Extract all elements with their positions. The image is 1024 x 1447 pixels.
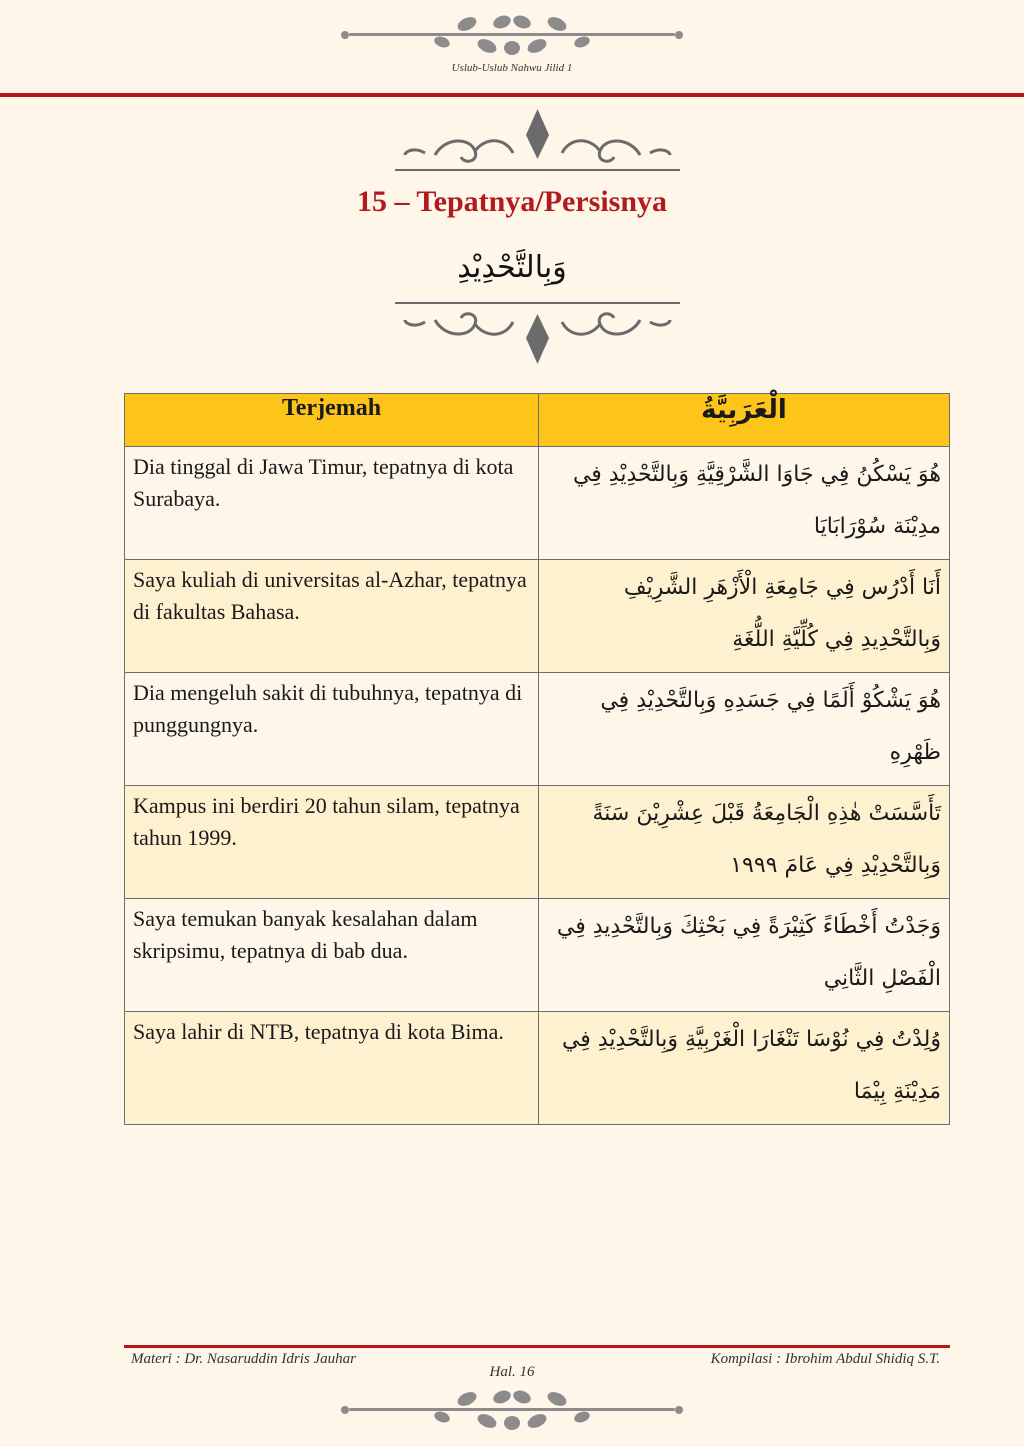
footer-rule: [124, 1345, 950, 1348]
translation-column-header: Terjemah: [125, 394, 539, 447]
arabic-cell: وَجَدْتُ أَخْطَاءً كَثِيْرَةً فِي بَحْثِكَ وَبِالتَّحْدِيدِ فِي الْفَصْلِ الثَّانِي: [539, 899, 950, 1012]
table-row: [125, 1012, 950, 1125]
translation-cell: Saya lahir di NTB, tepatnya di kota Bima.: [125, 1012, 539, 1125]
title-flourish-bottom: [395, 298, 680, 368]
table-row: [125, 673, 950, 786]
translation-table: [124, 393, 950, 1125]
translation-cell: Saya temukan banyak kesalahan dalam skripsimu, tepatnya di bab dua.: [125, 899, 539, 1012]
translation-cell: Kampus ini berdiri 20 tahun silam, tepatnya tahun 1999.: [125, 786, 539, 899]
footer-author: Materi : Dr. Nasaruddin Idris Jauhar: [131, 1351, 357, 1367]
footer-compiler: Kompilasi : Ibrohim Abdul Shidiq S.T.: [710, 1351, 940, 1367]
bottom-vine-ornament: [337, 1385, 687, 1435]
page-number: Hal. 16: [489, 1364, 535, 1380]
table-header-row: [125, 394, 950, 447]
arabic-cell: هُوَ يَشْكُوْ أَلَمًا فِي جَسَدِهِ وَبِالتَّحْدِيْدِ فِي ظَهْرِهِ: [539, 673, 950, 786]
table-row: [125, 447, 950, 560]
arabic-cell: تَأَسَّسَتْ هٰذِهِ الْجَامِعَةُ قَبْلَ عِشْرِيْنَ سَنَةً وَبِالتَّحْدِيْدِ فِي عَامَ ١٩٩٩: [539, 786, 950, 899]
arabic-cell: وُلِدْتُ فِي نُوْسَا تَنْغَارَا الْغَرْبِيَّةِ وَبِالتَّحْدِيْدِ فِي مَدِيْنَةِ بِيْمَا: [539, 1012, 950, 1125]
arabic-column-header: الْعَرَبِيَّةُ: [539, 394, 950, 447]
table-row: [125, 560, 950, 673]
translation-cell: Dia tinggal di Jawa Timur, tepatnya di kota Surabaya.: [125, 447, 539, 560]
translation-cell: Dia mengeluh sakit di tubuhnya, tepatnya di punggungnya.: [125, 673, 539, 786]
lesson-title: 15 – Tepatnya/Persisnya: [356, 185, 668, 218]
header-rule: [0, 93, 1024, 97]
table-row: [125, 899, 950, 1012]
arabic-cell: هُوَ يَسْكُنُ فِي جَاوَا الشَّرْقِيَّةِ وَبِالتَّحْدِيْدِ فِي مدِيْنَة سُوْرَابَايَا: [539, 447, 950, 560]
translation-cell: Saya kuliah di universitas al-Azhar, tepatnya di fakultas Bahasa.: [125, 560, 539, 673]
title-flourish-top: [395, 107, 680, 177]
lesson-arabic-title: وَبِالتَّحْدِيْدِ: [457, 250, 567, 285]
top-vine-ornament: [337, 10, 687, 60]
running-header: Uslub-Uslub Nahwu Jilid 1: [451, 62, 573, 74]
arabic-cell: أَنَا أَدْرُس فِي جَامِعَةِ الْأَزْهَرِ الشَّرِيْفِ وَبِالتَّحْدِيدِ فِي كُلِّيَّةِ اللُّغَةِ: [539, 560, 950, 673]
table-row: [125, 786, 950, 899]
